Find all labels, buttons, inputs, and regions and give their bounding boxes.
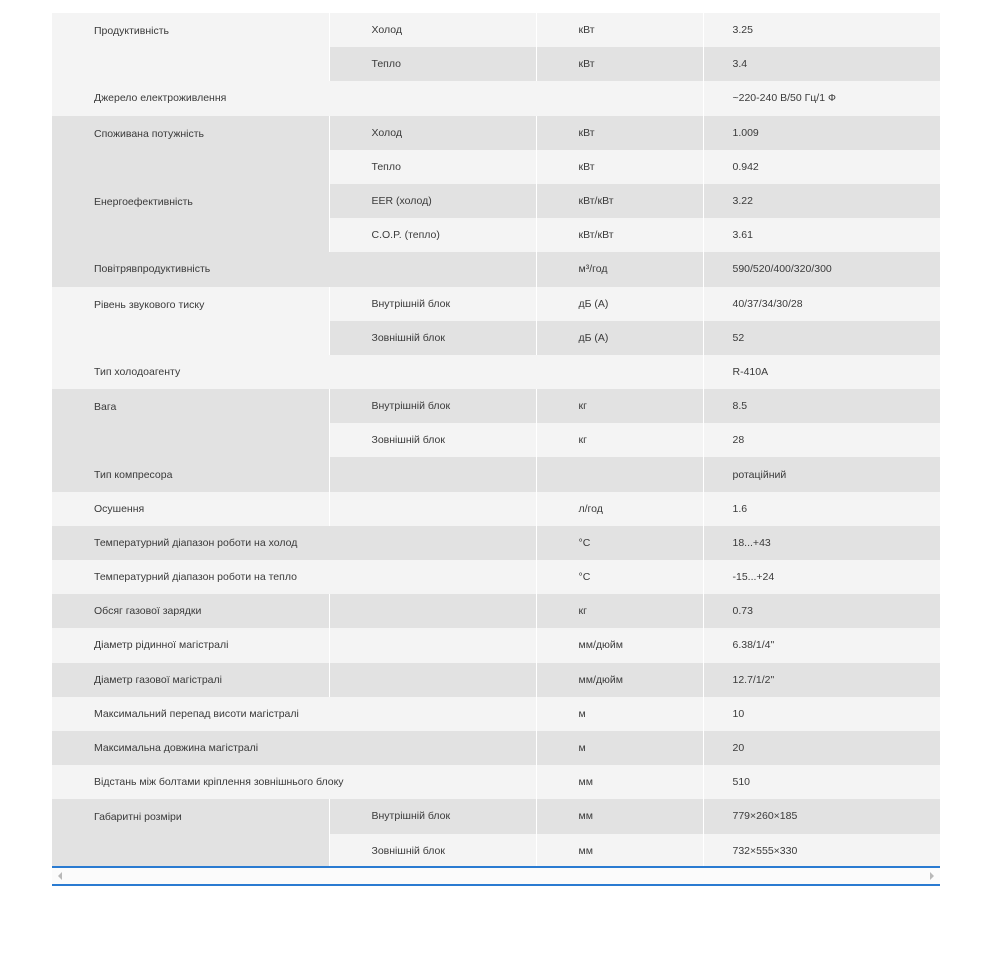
value-cell: 6.38/1/4" [703,628,940,662]
param-cell: Максимальна довжина магістралі [52,731,536,765]
table-row [52,731,940,765]
param-cell: Обсяг газової зарядки [52,594,329,628]
table-row [52,765,940,799]
sub-cell: EER (холод) [329,184,536,218]
table-row [52,560,940,594]
table-row [52,355,940,389]
value-cell: 0.73 [703,594,940,628]
value-cell: ~220-240 В/50 Гц/1 Ф [703,81,940,115]
table-row [52,663,940,697]
param-cell: Джерело електроживлення [52,81,703,115]
param-cell: Діаметр рідинної магістралі [52,628,329,662]
sub-cell: C.O.P. (тепло) [329,218,536,252]
value-cell: 10 [703,697,940,731]
spec-table [52,13,940,868]
sub-cell: Внутрішній блок [329,389,536,423]
param-cell: Тип холодоагенту [52,355,703,389]
unit-cell: кг [536,423,703,457]
table-row [52,252,940,286]
value-cell: 3.22 [703,184,940,218]
param-cell: Відстань між болтами кріплення зовнішнього блоку [52,765,536,799]
sub-cell [329,594,536,628]
value-cell: -15...+24 [703,560,940,594]
param-cell: Осушення [52,492,329,526]
value-cell: 3.61 [703,218,940,252]
param-cell: Габаритні розміри [52,799,329,867]
sub-cell: Зовнішній блок [329,834,536,868]
table-row [52,81,940,115]
unit-cell: мм [536,834,703,868]
sub-cell: Зовнішній блок [329,321,536,355]
value-cell: 732×555×330 [703,834,940,868]
value-cell: 510 [703,765,940,799]
table-row [52,799,940,833]
value-cell: 1.009 [703,116,940,150]
unit-cell: мм/дюйм [536,628,703,662]
table-row [52,116,940,150]
param-cell [52,116,329,253]
unit-cell: дБ (А) [536,287,703,321]
value-cell: ротаційний [703,457,940,491]
unit-cell: кВт [536,150,703,184]
table-row [52,287,940,321]
value-cell: 3.4 [703,47,940,81]
value-cell: 590/520/400/320/300 [703,252,940,286]
value-cell: 40/37/34/30/28 [703,287,940,321]
value-cell: 12.7/1/2" [703,663,940,697]
sub-cell: Тепло [329,150,536,184]
unit-cell: кг [536,389,703,423]
param-label: Енергоефективність [94,195,193,208]
unit-cell: л/год [536,492,703,526]
sub-cell [329,457,536,491]
sub-cell: Зовнішній блок [329,423,536,457]
table-row [52,594,940,628]
sub-cell [329,663,536,697]
value-cell: R-410A [703,355,940,389]
unit-cell: кВт [536,13,703,47]
table-row [52,628,940,662]
table-row [52,492,940,526]
unit-cell: м [536,731,703,765]
param-cell: Температурний діапазон роботи на холод [52,526,536,560]
value-cell: 18...+43 [703,526,940,560]
table-row [52,697,940,731]
param-cell: Повітрявпродуктивність [52,252,536,286]
value-cell: 779×260×185 [703,799,940,833]
param-label: Споживана потужність [94,127,205,140]
unit-cell: мм [536,765,703,799]
sub-cell [329,492,536,526]
value-cell: 3.25 [703,13,940,47]
param-cell: Максимальний перепад висоти магістралі [52,697,536,731]
sub-cell: Внутрішній блок [329,799,536,833]
value-cell: 20 [703,731,940,765]
table-row [52,13,940,47]
sub-cell [329,628,536,662]
unit-cell: м [536,697,703,731]
value-cell: 52 [703,321,940,355]
param-cell: Діаметр газової магістралі [52,663,329,697]
sub-cell: Тепло [329,47,536,81]
param-cell: Вага [52,389,329,457]
scroll-left-arrow-icon[interactable] [58,872,62,880]
unit-cell: °C [536,560,703,594]
spec-table-container [52,13,940,868]
sub-cell: Холод [329,116,536,150]
unit-cell: кВт/кВт [536,218,703,252]
table-row [52,389,940,423]
sub-cell: Холод [329,13,536,47]
unit-cell: м³/год [536,252,703,286]
unit-cell: кВт [536,47,703,81]
sub-cell: Внутрішній блок [329,287,536,321]
unit-cell: мм [536,799,703,833]
unit-cell: кг [536,594,703,628]
param-cell: Температурний діапазон роботи на тепло [52,560,536,594]
unit-cell: °C [536,526,703,560]
scroll-right-arrow-icon[interactable] [930,872,934,880]
value-cell: 8.5 [703,389,940,423]
horizontal-scrollbar[interactable] [52,866,940,886]
value-cell: 0.942 [703,150,940,184]
param-cell: Продуктивність [52,13,329,81]
unit-cell: мм/дюйм [536,663,703,697]
unit-cell: дБ (А) [536,321,703,355]
table-row [52,526,940,560]
param-cell: Тип компресора [52,457,329,491]
param-cell: Рівень звукового тиску [52,287,329,355]
value-cell: 28 [703,423,940,457]
unit-cell [536,457,703,491]
value-cell: 1.6 [703,492,940,526]
unit-cell: кВт/кВт [536,184,703,218]
unit-cell: кВт [536,116,703,150]
table-row [52,457,940,491]
